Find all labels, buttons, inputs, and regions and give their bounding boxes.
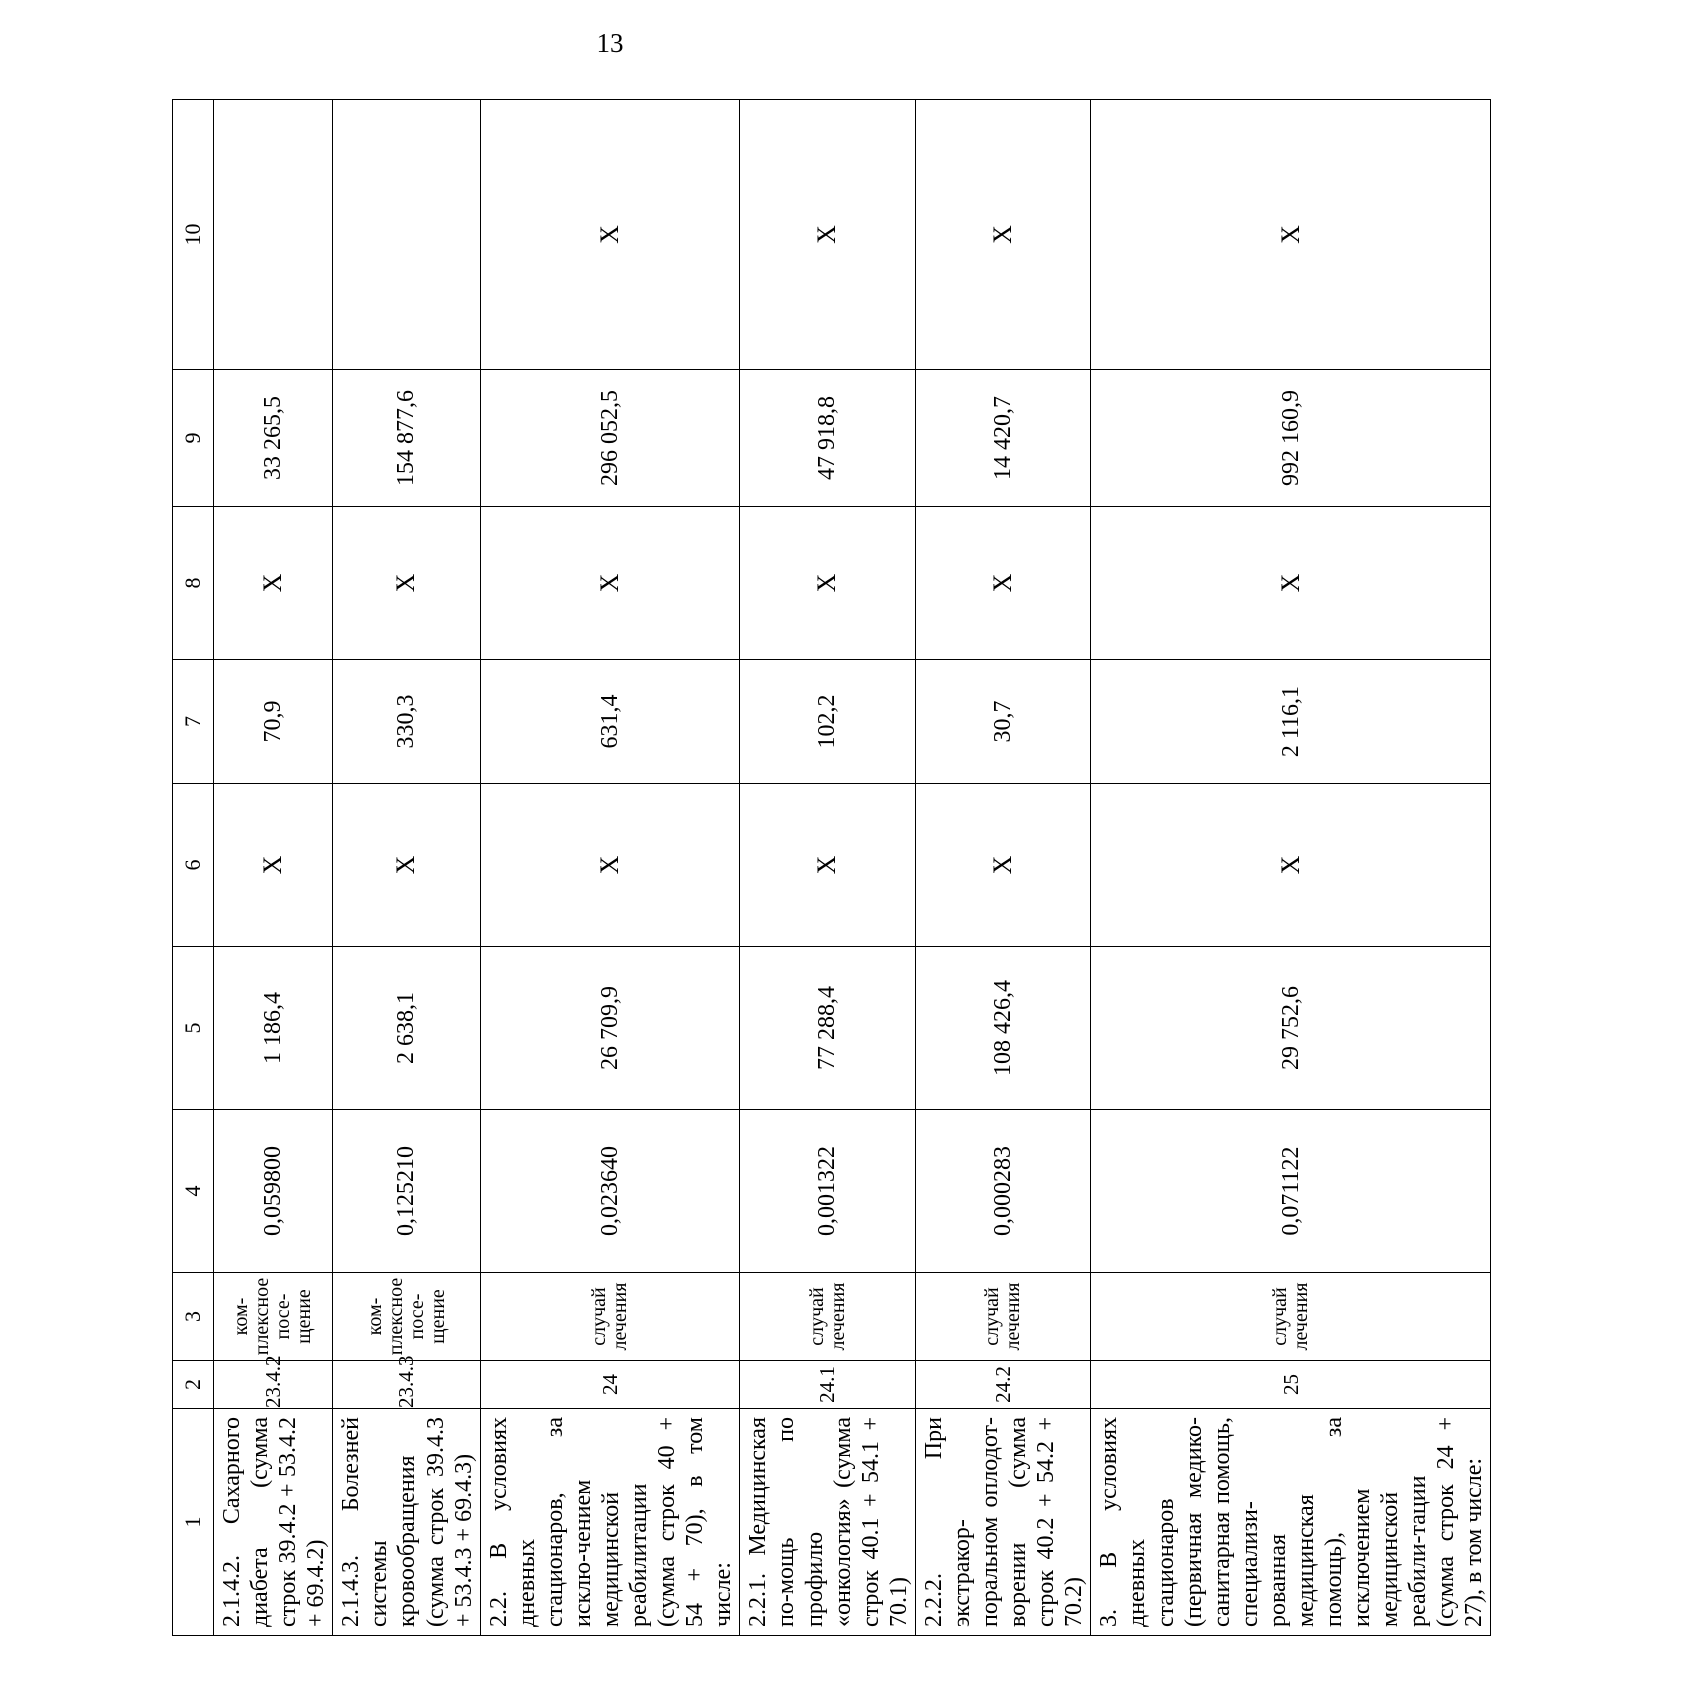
row-line-number: 23.4.2 xyxy=(214,1361,333,1409)
row-cell-5: 26 709,9 xyxy=(480,947,740,1110)
row-cell-5: 77 288,4 xyxy=(740,947,915,1110)
row-cell-10 xyxy=(333,100,480,370)
table-frame xyxy=(172,100,1708,1627)
row-cell-9: 296 052,5 xyxy=(480,370,740,507)
row-line-number: 24 xyxy=(480,1361,740,1409)
table-row xyxy=(214,100,333,1636)
row-cell-8: X xyxy=(480,507,740,660)
column-header: 5 xyxy=(173,947,214,1110)
header-row xyxy=(173,100,214,1636)
row-cell-9: 47 918,8 xyxy=(740,370,915,507)
row-cell-8: X xyxy=(214,507,333,660)
row-cell-7: 631,4 xyxy=(480,660,740,784)
row-cell-6: X xyxy=(915,784,1090,947)
table-row xyxy=(915,100,1090,1636)
column-header: 7 xyxy=(173,660,214,784)
row-unit: случай лечения xyxy=(1091,1273,1491,1361)
row-unit: ком-плексное посе-щение xyxy=(333,1273,480,1361)
row-cell-8: X xyxy=(1091,507,1491,660)
row-line-number: 25 xyxy=(1091,1361,1491,1409)
row-name: 2.1.4.2. Сахарного диабета (сумма строк 39.4.2 + 53.4.2 + 69.4.2) xyxy=(214,1409,333,1636)
row-cell-9: 992 160,9 xyxy=(1091,370,1491,507)
rotated-table-wrapper xyxy=(172,100,1488,1636)
page-number: 13 xyxy=(596,28,624,58)
row-cell-7: 2 116,1 xyxy=(1091,660,1491,784)
row-name: 2.1.4.3. Болезней системы кровообращения (сумма строк 39.4.3 + 53.4.3 + 69.4.3) xyxy=(333,1409,480,1636)
row-cell-10: X xyxy=(740,100,915,370)
row-name: 3. В условиях дневных стационаров (первичная медико-санитарная помощь, специализи-рованная медицинская помощь), за исключением медицинской реабили-тации (сумма строк 24 + 27), в том числе: xyxy=(1091,1409,1491,1636)
row-unit: случай лечения xyxy=(740,1273,915,1361)
column-header: 4 xyxy=(173,1110,214,1273)
row-cell-8: X xyxy=(740,507,915,660)
row-cell-4: 0,001322 xyxy=(740,1110,915,1273)
row-line-number: 24.1 xyxy=(740,1361,915,1409)
row-cell-4: 0,023640 xyxy=(480,1110,740,1273)
row-cell-10: X xyxy=(480,100,740,370)
row-cell-10: X xyxy=(1091,100,1491,370)
row-unit: случай лечения xyxy=(915,1273,1090,1361)
row-name: 2.2.1. Медицинская по-мощь по профилю «онкология» (сумма строк 40.1 + 54.1 + 70.1) xyxy=(740,1409,915,1636)
row-cell-5: 29 752,6 xyxy=(1091,947,1491,1110)
column-header: 3 xyxy=(173,1273,214,1361)
row-cell-6: X xyxy=(480,784,740,947)
column-header: 8 xyxy=(173,507,214,660)
row-line-number: 23.4.3 xyxy=(333,1361,480,1409)
column-header: 6 xyxy=(173,784,214,947)
row-cell-4: 0,125210 xyxy=(333,1110,480,1273)
row-unit: случай лечения xyxy=(480,1273,740,1361)
row-cell-7: 330,3 xyxy=(333,660,480,784)
row-cell-5: 108 426,4 xyxy=(915,947,1090,1110)
row-cell-9: 33 265,5 xyxy=(214,370,333,507)
row-cell-7: 102,2 xyxy=(740,660,915,784)
row-cell-8: X xyxy=(915,507,1090,660)
row-cell-10: X xyxy=(915,100,1090,370)
row-cell-6: X xyxy=(333,784,480,947)
row-unit: ком-плексное посе-щение xyxy=(214,1273,333,1361)
row-cell-7: 70,9 xyxy=(214,660,333,784)
row-cell-9: 14 420,7 xyxy=(915,370,1090,507)
row-cell-10 xyxy=(214,100,333,370)
column-header: 9 xyxy=(173,370,214,507)
row-cell-5: 1 186,4 xyxy=(214,947,333,1110)
column-header: 1 xyxy=(173,1409,214,1636)
table-row xyxy=(740,100,915,1636)
row-cell-6: X xyxy=(1091,784,1491,947)
row-cell-4: 0,059800 xyxy=(214,1110,333,1273)
row-cell-6: X xyxy=(740,784,915,947)
table-row xyxy=(333,100,480,1636)
row-cell-5: 2 638,1 xyxy=(333,947,480,1110)
row-name: 2.2. В условиях дневных стационаров, за исклю-чением медицинской реабилитации (сумма строк 40 + 54 + 70), в том числе: xyxy=(480,1409,740,1636)
row-line-number: 24.2 xyxy=(915,1361,1090,1409)
column-header: 10 xyxy=(173,100,214,370)
row-cell-8: X xyxy=(333,507,480,660)
column-header: 2 xyxy=(173,1361,214,1409)
row-cell-7: 30,7 xyxy=(915,660,1090,784)
table-row xyxy=(480,100,740,1636)
data-table xyxy=(172,99,1491,1636)
table-row xyxy=(1091,100,1491,1636)
row-cell-6: X xyxy=(214,784,333,947)
row-cell-4: 0,000283 xyxy=(915,1110,1090,1273)
row-cell-4: 0,071122 xyxy=(1091,1110,1491,1273)
row-name: 2.2.2. При экстракор-поральном оплодот-ворении (сумма строк 40.2 + 54.2 + 70.2) xyxy=(915,1409,1090,1636)
row-cell-9: 154 877,6 xyxy=(333,370,480,507)
